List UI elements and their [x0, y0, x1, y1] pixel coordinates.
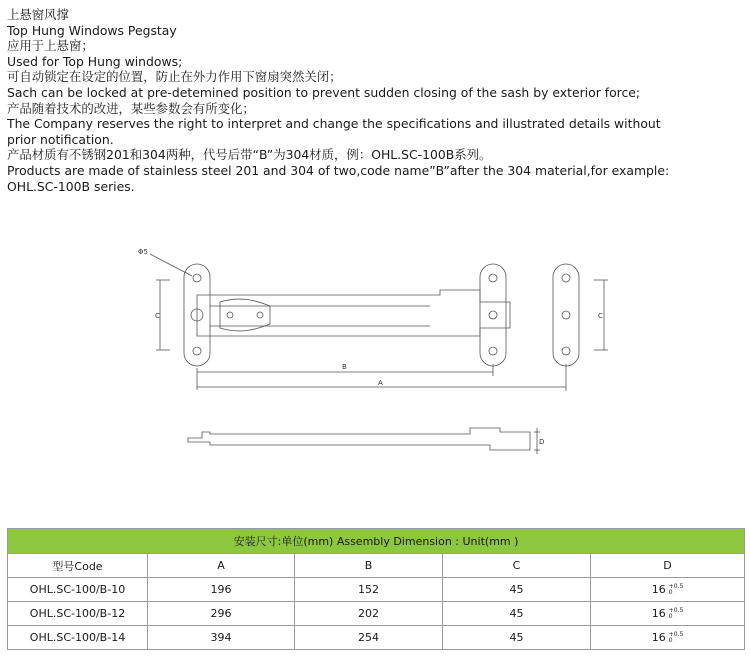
cell-d	[591, 626, 745, 650]
cell-a: 196	[148, 578, 295, 602]
col-header-code: 型号Code	[8, 554, 148, 578]
table-row	[8, 578, 745, 602]
assembly-dimension-table	[7, 528, 745, 650]
feature-cn: 可自动锁定在设定的位置，防止在外力作用下窗扇突然关闭；	[7, 69, 342, 85]
table-row	[8, 626, 745, 650]
side-view	[188, 428, 530, 450]
tol-minus: 0	[668, 589, 673, 596]
label-b: B	[342, 363, 347, 371]
pegstay-drawing-svg	[130, 240, 620, 470]
pegstay-arm	[197, 290, 510, 336]
tol-plus: +0.5	[668, 583, 684, 590]
col-header-d: D	[591, 554, 745, 578]
col-header-a: A	[148, 554, 295, 578]
col-header-c: C	[443, 554, 591, 578]
title-cn: 上悬窗风撑	[7, 7, 69, 22]
col-header-b: B	[295, 554, 443, 578]
cell-code: OHL.SC-100/B-12	[8, 602, 148, 626]
cell-b: 254	[295, 626, 443, 650]
cell-c: 45	[443, 602, 591, 626]
usage-cn: 应用于上悬窗；	[7, 38, 94, 54]
cell-b: 152	[295, 578, 443, 602]
notice-en-1: The Company reserves the right to interpret and change the specifications and illustrated details without	[7, 116, 661, 132]
cell-d	[591, 602, 745, 626]
cell-a: 394	[148, 626, 295, 650]
cell-a: 296	[148, 602, 295, 626]
d-value: 16	[651, 607, 666, 620]
tol-plus: +0.5	[668, 607, 684, 614]
table-header-row	[8, 554, 745, 578]
label-c-left: C	[155, 312, 160, 320]
label-d: D	[539, 438, 545, 446]
usage-en: Used for Top Hung windows;	[7, 53, 183, 69]
d-value: 16	[651, 583, 666, 596]
material-en-2: OHL.SC-100B series.	[7, 178, 135, 194]
table-row	[8, 602, 745, 626]
material-cn: 产品材质有不锈钢201和304两种，代号后带“B”为304材质，例：OHL.SC-100B系列。	[7, 147, 492, 163]
label-phi5: Φ5	[138, 248, 148, 256]
right-mount-plate	[553, 264, 579, 366]
cell-b: 202	[295, 602, 443, 626]
feature-en: Sach can be locked at pre-detemined position to prevent sudden closing of the sash by exterior force;	[7, 84, 641, 100]
material-en-1: Products are made of stainless steel 201 and 304 of two,code name”B”after the 304 material,for example:	[7, 162, 670, 178]
technical-drawing	[130, 240, 620, 470]
title-en: Top Hung Windows Pegstay	[7, 22, 177, 38]
d-value: 16	[651, 631, 666, 644]
tol-minus: 0	[668, 613, 673, 620]
d-tolerance	[669, 584, 684, 596]
center-mount-plate	[480, 264, 506, 366]
d-tolerance	[669, 608, 684, 620]
cell-c: 45	[443, 578, 591, 602]
notice-en-2: prior notification.	[7, 131, 114, 147]
notice-cn: 产品随着技术的改进，某些参数会有所变化；	[7, 100, 255, 116]
tol-minus: 0	[668, 637, 673, 644]
table-title-row	[8, 529, 745, 554]
cell-c: 45	[443, 626, 591, 650]
table-title: 安装尺寸:单位(mm) Assembly Dimension : Unit(mm )	[8, 529, 745, 554]
tol-plus: +0.5	[668, 631, 684, 638]
label-c-right: C	[598, 312, 603, 320]
cell-code: OHL.SC-100/B-10	[8, 578, 148, 602]
label-a: A	[378, 379, 383, 387]
d-tolerance	[669, 632, 684, 644]
cell-code: OHL.SC-100/B-14	[8, 626, 148, 650]
cell-d	[591, 578, 745, 602]
product-description	[7, 7, 707, 194]
